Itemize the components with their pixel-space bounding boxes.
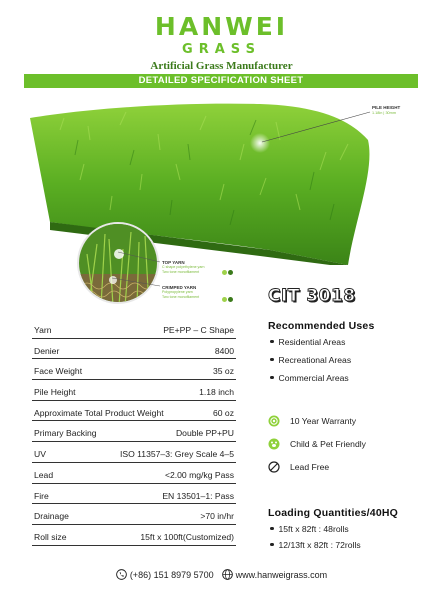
spec-label: UV xyxy=(34,449,46,460)
paw-icon xyxy=(268,438,280,450)
spec-label: Denier xyxy=(34,345,60,356)
table-row xyxy=(32,359,236,380)
crimped-yarn-color-swatches xyxy=(222,297,233,302)
spec-value: <2.00 mg/kg Pass xyxy=(164,469,234,480)
spec-value: EN 13501–1: Pass xyxy=(162,490,234,501)
spec-sheet-banner: DETAILED SPECIFICATION SHEET xyxy=(24,74,418,88)
spec-label: Yarn xyxy=(34,325,52,335)
model-number: CIT 3018 xyxy=(268,286,356,306)
loading-quantities-title: Loading Quantities/40HQ xyxy=(268,507,399,519)
recommended-uses-title: Recommended Uses xyxy=(268,320,375,332)
spec-table xyxy=(32,318,236,546)
brand-logo-subtext: GRASS xyxy=(182,42,261,57)
list-item-label: Recreational Areas xyxy=(278,355,352,365)
table-row xyxy=(32,318,236,339)
feature-label: Lead Free xyxy=(290,462,330,472)
feature-label: 10 Year Warranty xyxy=(290,416,357,426)
table-row xyxy=(32,339,236,360)
footer-phone[interactable]: (+86) 151 8979 5700 xyxy=(129,569,214,580)
spec-value: 15ft x 100ft(Customized) xyxy=(140,531,234,542)
spec-value: 8400 xyxy=(214,345,234,356)
feature-warranty xyxy=(268,415,356,427)
spec-label: Pile Height xyxy=(34,387,76,398)
spec-label: Lead xyxy=(34,469,54,480)
pile-height-subtext: 1.18in | 30mm xyxy=(372,111,396,115)
top-yarn-color-swatches xyxy=(222,270,233,275)
crimped-yarn-subtext-2: Two tone monofilament xyxy=(162,295,200,299)
crimped-yarn-subtext-1: Polypropylene yarn xyxy=(162,290,193,294)
spec-value: 1.18 inch xyxy=(199,387,234,398)
spec-label: Approximate Total Product Weight xyxy=(34,407,164,418)
swatch-dark-green xyxy=(228,297,233,302)
feature-lead-free xyxy=(268,461,329,473)
no-lead-icon xyxy=(268,461,280,473)
swatch-dark-green xyxy=(228,270,233,275)
footer-website[interactable]: www.hanweigrass.com xyxy=(235,569,328,580)
spec-value: Double PP+PU xyxy=(175,428,234,439)
brand-tagline: Artificial Grass Manufacturer xyxy=(150,60,293,72)
feature-child-pet xyxy=(268,438,366,450)
table-row xyxy=(32,421,236,442)
table-row xyxy=(32,484,236,505)
pile-height-label: PILE HEIGHT xyxy=(372,105,401,110)
spec-label: Drainage xyxy=(34,511,69,522)
table-row xyxy=(32,401,236,422)
feature-label: Child & Pet Friendly xyxy=(290,439,366,449)
table-row xyxy=(32,380,236,401)
spec-label: Roll size xyxy=(34,531,67,542)
spec-value: PE+PP – C Shape xyxy=(163,325,234,335)
table-row xyxy=(32,463,236,484)
warranty-icon xyxy=(268,415,280,427)
bullet-icon xyxy=(270,543,274,547)
bullet-icon xyxy=(270,376,274,380)
list-item-label: Commercial Areas xyxy=(278,373,349,383)
bullet-icon xyxy=(270,340,274,344)
top-yarn-label: TOP YARN xyxy=(162,260,185,265)
list-item xyxy=(270,355,351,365)
table-row xyxy=(32,504,236,525)
swatch-light-green xyxy=(222,270,227,275)
table-row xyxy=(32,442,236,463)
spec-value: 60 oz xyxy=(212,407,234,418)
spec-label: Fire xyxy=(34,490,49,501)
top-yarn-subtext-2: Two tone monofilament xyxy=(162,270,200,274)
globe-icon xyxy=(222,569,233,580)
brand-logo-text: HANWEI xyxy=(154,12,289,41)
bullet-icon xyxy=(270,527,274,531)
footer-contact xyxy=(0,569,443,580)
spec-label: Primary Backing xyxy=(34,428,97,439)
spec-label: Face Weight xyxy=(34,366,83,377)
list-item xyxy=(270,373,349,383)
spec-value: 35 oz xyxy=(212,366,234,377)
list-item-label: 12/13ft x 82ft : 72rolls xyxy=(278,540,361,550)
spec-value: ISO 11357–3: Grey Scale 4–5 xyxy=(119,449,234,460)
list-item xyxy=(270,337,345,347)
list-item xyxy=(270,524,349,534)
top-yarn-subtext-1: C shape polyethylene yarn xyxy=(162,265,205,269)
list-item-label: 15ft x 82ft : 48rolls xyxy=(278,524,349,534)
spec-value: >70 in/hr xyxy=(200,511,234,522)
bullet-icon xyxy=(270,358,274,362)
swatch-light-green xyxy=(222,297,227,302)
phone-icon xyxy=(116,569,127,580)
list-item-label: Residential Areas xyxy=(278,337,346,347)
table-row xyxy=(32,525,236,546)
crimped-yarn-label: CRIMPED YARN xyxy=(162,285,197,290)
list-item xyxy=(270,540,361,550)
